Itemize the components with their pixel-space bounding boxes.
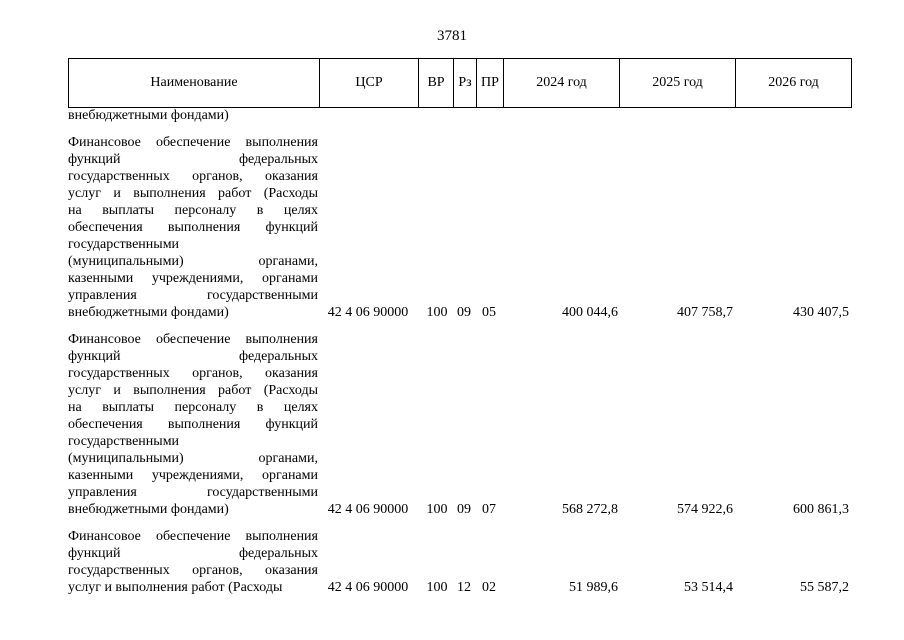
description-line: управления государственными: [68, 288, 318, 303]
description-line: обеспечения выполнения функций: [68, 417, 318, 432]
header-name: Наименование: [69, 59, 320, 108]
description-line: функций федеральных: [68, 349, 318, 364]
header-csr: ЦСР: [320, 59, 419, 108]
table-header: [68, 58, 852, 108]
cell-pr: 05: [482, 305, 496, 320]
description-line: на выплаты персоналу в целях: [68, 203, 318, 218]
description-line: функций федеральных: [68, 152, 318, 167]
description-line: Финансовое обеспечение выполнения: [68, 529, 318, 544]
description-line: Финансовое обеспечение выполнения: [68, 332, 318, 347]
description-line: Финансовое обеспечение выполнения: [68, 135, 318, 150]
header-2025: 2025 год: [620, 59, 736, 108]
description-line: государственных органов, оказания: [68, 563, 318, 578]
description-line: внебюджетными фондами): [68, 305, 229, 320]
cell-vr: 100: [426, 502, 448, 517]
cell-csr: 42 4 06 90000: [327, 580, 409, 595]
cell-2025: 53 514,4: [684, 580, 733, 595]
description-line: услуг и выполнения работ (Расходы: [68, 186, 318, 201]
header-2024: 2024 год: [504, 59, 620, 108]
header-rz: Рз: [454, 59, 477, 108]
header-pr: ПР: [477, 59, 504, 108]
cell-vr: 100: [426, 580, 448, 595]
row-description: [68, 528, 318, 596]
table-body: [68, 107, 849, 596]
table-row: [68, 528, 849, 596]
cell-csr: 42 4 06 90000: [327, 502, 409, 517]
description-line: государственными: [68, 237, 180, 252]
cell-csr: 42 4 06 90000: [327, 305, 409, 320]
cell-2024: 568 272,8: [562, 502, 618, 517]
cell-pr: 02: [482, 580, 496, 595]
row-description: [68, 331, 318, 518]
page-number: 3781: [437, 28, 467, 44]
header-2026: 2026 год: [736, 59, 852, 108]
description-line: (муниципальными) органами,: [68, 254, 318, 269]
cell-pr: 07: [482, 502, 496, 517]
description-line: внебюджетными фондами): [68, 502, 229, 517]
continued-fragment: внебюджетными фондами): [68, 108, 229, 123]
description-line: (муниципальными) органами,: [68, 451, 318, 466]
description-line: функций федеральных: [68, 546, 318, 561]
description-line: на выплаты персоналу в целях: [68, 400, 318, 415]
table-row: [68, 134, 849, 321]
row-description: [68, 134, 318, 321]
cell-2026: 600 861,3: [793, 502, 849, 517]
description-line: управления государственными: [68, 485, 318, 500]
description-line: государственных органов, оказания: [68, 169, 318, 184]
description-line: казенными учреждениями, органами: [68, 271, 318, 286]
description-line: услуг и выполнения работ (Расходы: [68, 580, 283, 595]
cell-2025: 407 758,7: [677, 305, 733, 320]
cell-vr: 100: [426, 305, 448, 320]
cell-rz: 09: [457, 502, 471, 517]
table-row: [68, 331, 849, 518]
description-line: услуг и выполнения работ (Расходы: [68, 383, 318, 398]
description-line: государственными: [68, 434, 180, 449]
cell-2024: 400 044,6: [562, 305, 618, 320]
header-vr: ВР: [419, 59, 454, 108]
cell-2026: 430 407,5: [793, 305, 849, 320]
cell-rz: 12: [457, 580, 471, 595]
cell-2026: 55 587,2: [800, 580, 849, 595]
description-line: обеспечения выполнения функций: [68, 220, 318, 235]
description-line: казенными учреждениями, органами: [68, 468, 318, 483]
description-line: государственных органов, оказания: [68, 366, 318, 381]
cell-2024: 51 989,6: [569, 580, 618, 595]
cell-rz: 09: [457, 305, 471, 320]
cell-2025: 574 922,6: [677, 502, 733, 517]
